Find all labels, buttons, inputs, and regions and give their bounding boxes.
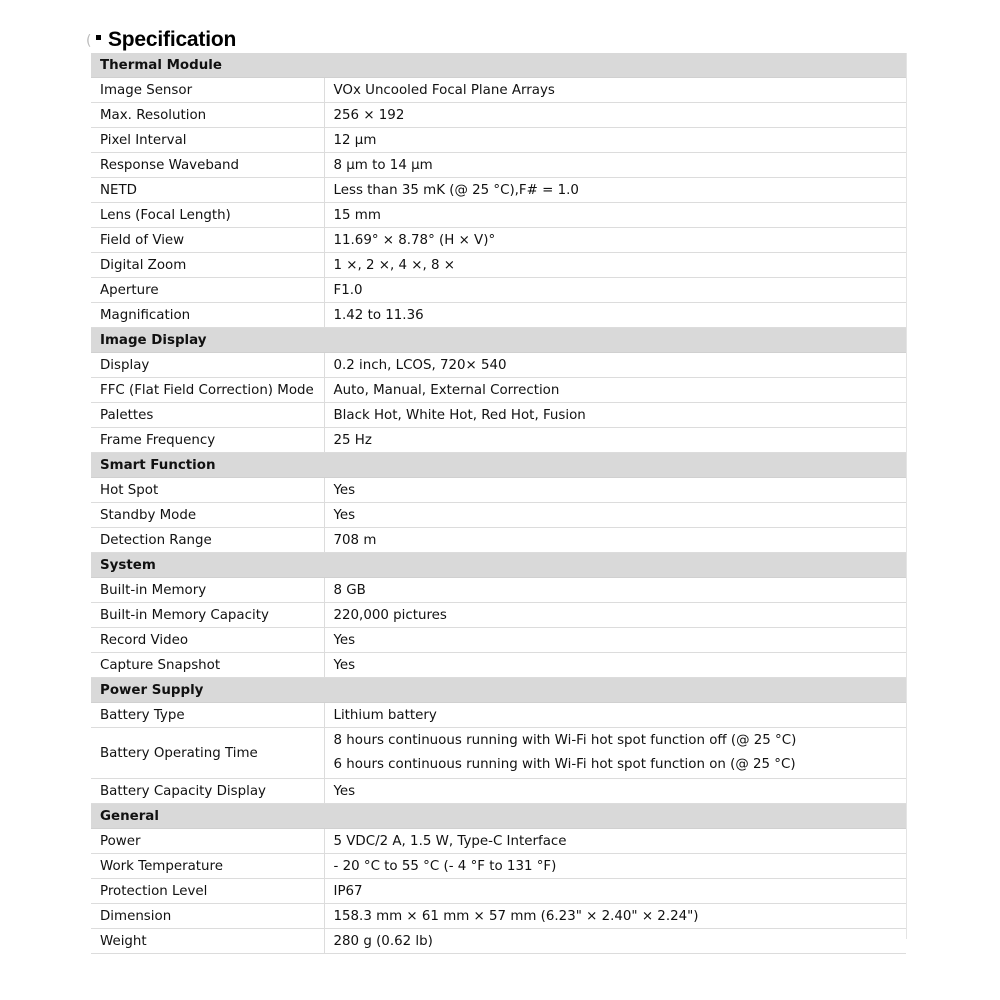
spec-label: Weight xyxy=(91,929,324,954)
spec-row xyxy=(91,378,906,403)
spec-row xyxy=(91,628,906,653)
spec-label: Record Video xyxy=(91,628,324,653)
spec-label: Power xyxy=(91,829,324,854)
spec-value: 1.42 to 11.36 xyxy=(324,303,906,328)
spec-label: Battery Capacity Display xyxy=(91,779,324,804)
spec-value: VOx Uncooled Focal Plane Arrays xyxy=(324,78,906,103)
spec-label: Built-in Memory Capacity xyxy=(91,603,324,628)
spec-row xyxy=(91,703,906,728)
spec-label: Work Temperature xyxy=(91,854,324,879)
table-right-border xyxy=(906,53,907,939)
spec-label: Hot Spot xyxy=(91,478,324,503)
spec-value: 8 μm to 14 μm xyxy=(324,153,906,178)
spec-value: 158.3 mm × 61 mm × 57 mm (6.23" × 2.40" × 2.24") xyxy=(324,904,906,929)
spec-value: Yes xyxy=(324,628,906,653)
spec-value: F1.0 xyxy=(324,278,906,303)
spec-row xyxy=(91,203,906,228)
spec-value: 8 GB xyxy=(324,578,906,603)
spec-value: 280 g (0.62 lb) xyxy=(324,929,906,954)
spec-label: Magnification xyxy=(91,303,324,328)
section-title: Power Supply xyxy=(91,678,906,703)
spec-label: Capture Snapshot xyxy=(91,653,324,678)
section-title: Thermal Module xyxy=(91,53,906,78)
section-header xyxy=(91,453,906,478)
spec-label: Frame Frequency xyxy=(91,428,324,453)
spec-value: 1 ×, 2 ×, 4 ×, 8 × xyxy=(324,253,906,278)
spec-row xyxy=(91,103,906,128)
spec-row xyxy=(91,904,906,929)
spec-value: Yes xyxy=(324,779,906,804)
spec-value: 15 mm xyxy=(324,203,906,228)
spec-label: Pixel Interval xyxy=(91,128,324,153)
spec-row xyxy=(91,578,906,603)
spec-label: Max. Resolution xyxy=(91,103,324,128)
spec-label: NETD xyxy=(91,178,324,203)
spec-table xyxy=(91,53,906,954)
spec-row xyxy=(91,728,906,779)
spec-row xyxy=(91,403,906,428)
section-title: Image Display xyxy=(91,328,906,353)
spec-row xyxy=(91,929,906,954)
spec-value: 5 VDC/2 A, 1.5 W, Type-C Interface xyxy=(324,829,906,854)
spec-label: Built-in Memory xyxy=(91,578,324,603)
section-title: Smart Function xyxy=(91,453,906,478)
spec-label: Protection Level xyxy=(91,879,324,904)
spec-row xyxy=(91,153,906,178)
spec-value: Yes xyxy=(324,478,906,503)
spec-row xyxy=(91,278,906,303)
spec-row xyxy=(91,829,906,854)
spec-row xyxy=(91,478,906,503)
spec-value: 256 × 192 xyxy=(324,103,906,128)
spec-row xyxy=(91,879,906,904)
page-title xyxy=(96,28,236,52)
spec-label: FFC (Flat Field Correction) Mode xyxy=(91,378,324,403)
spec-row xyxy=(91,603,906,628)
spec-value-line: 6 hours continuous running with Wi-Fi hot spot function on (@ 25 °C) xyxy=(333,757,796,772)
spec-row xyxy=(91,528,906,553)
spec-value: 708 m xyxy=(324,528,906,553)
section-title: General xyxy=(91,804,906,829)
spec-label: Field of View xyxy=(91,228,324,253)
spec-label: Battery Type xyxy=(91,703,324,728)
spec-row xyxy=(91,854,906,879)
spec-row xyxy=(91,178,906,203)
spec-value: Black Hot, White Hot, Red Hot, Fusion xyxy=(324,403,906,428)
spec-value: Auto, Manual, External Correction xyxy=(324,378,906,403)
section-title: System xyxy=(91,553,906,578)
spec-label: Battery Operating Time xyxy=(91,728,324,779)
spec-value: 25 Hz xyxy=(324,428,906,453)
section-header xyxy=(91,804,906,829)
spec-value: 12 μm xyxy=(324,128,906,153)
spec-value: IP67 xyxy=(324,879,906,904)
spec-value: Lithium battery xyxy=(324,703,906,728)
spec-label: Detection Range xyxy=(91,528,324,553)
section-header xyxy=(91,678,906,703)
spec-label: Standby Mode xyxy=(91,503,324,528)
spec-row xyxy=(91,653,906,678)
spec-value: 220,000 pictures xyxy=(324,603,906,628)
spec-row xyxy=(91,428,906,453)
section-header xyxy=(91,328,906,353)
spec-value: Less than 35 mK (@ 25 °C),F# = 1.0 xyxy=(324,178,906,203)
spec-label: Aperture xyxy=(91,278,324,303)
spec-value-line: 8 hours continuous running with Wi-Fi hot spot function off (@ 25 °C) xyxy=(333,733,797,748)
spec-label: Dimension xyxy=(91,904,324,929)
spec-label: Lens (Focal Length) xyxy=(91,203,324,228)
spec-label: Response Waveband xyxy=(91,153,324,178)
spec-label: Image Sensor xyxy=(91,78,324,103)
section-header xyxy=(91,53,906,78)
spec-value: 11.69° × 8.78° (H × V)° xyxy=(324,228,906,253)
page-title-text: Specification xyxy=(108,28,237,51)
spec-row xyxy=(91,503,906,528)
spec-value xyxy=(324,728,906,779)
bullet-icon xyxy=(96,35,101,40)
section-header xyxy=(91,553,906,578)
spec-row xyxy=(91,78,906,103)
spec-label: Digital Zoom xyxy=(91,253,324,278)
spec-row xyxy=(91,353,906,378)
spec-value: - 20 °C to 55 °C (- 4 °F to 131 °F) xyxy=(324,854,906,879)
spec-label: Display xyxy=(91,353,324,378)
spec-row xyxy=(91,303,906,328)
spec-value: Yes xyxy=(324,503,906,528)
spec-label: Palettes xyxy=(91,403,324,428)
spec-value: 0.2 inch, LCOS, 720× 540 xyxy=(324,353,906,378)
spec-row xyxy=(91,228,906,253)
spec-row xyxy=(91,253,906,278)
spec-row xyxy=(91,779,906,804)
spec-value: Yes xyxy=(324,653,906,678)
spec-row xyxy=(91,128,906,153)
margin-mark: ( xyxy=(86,33,92,49)
